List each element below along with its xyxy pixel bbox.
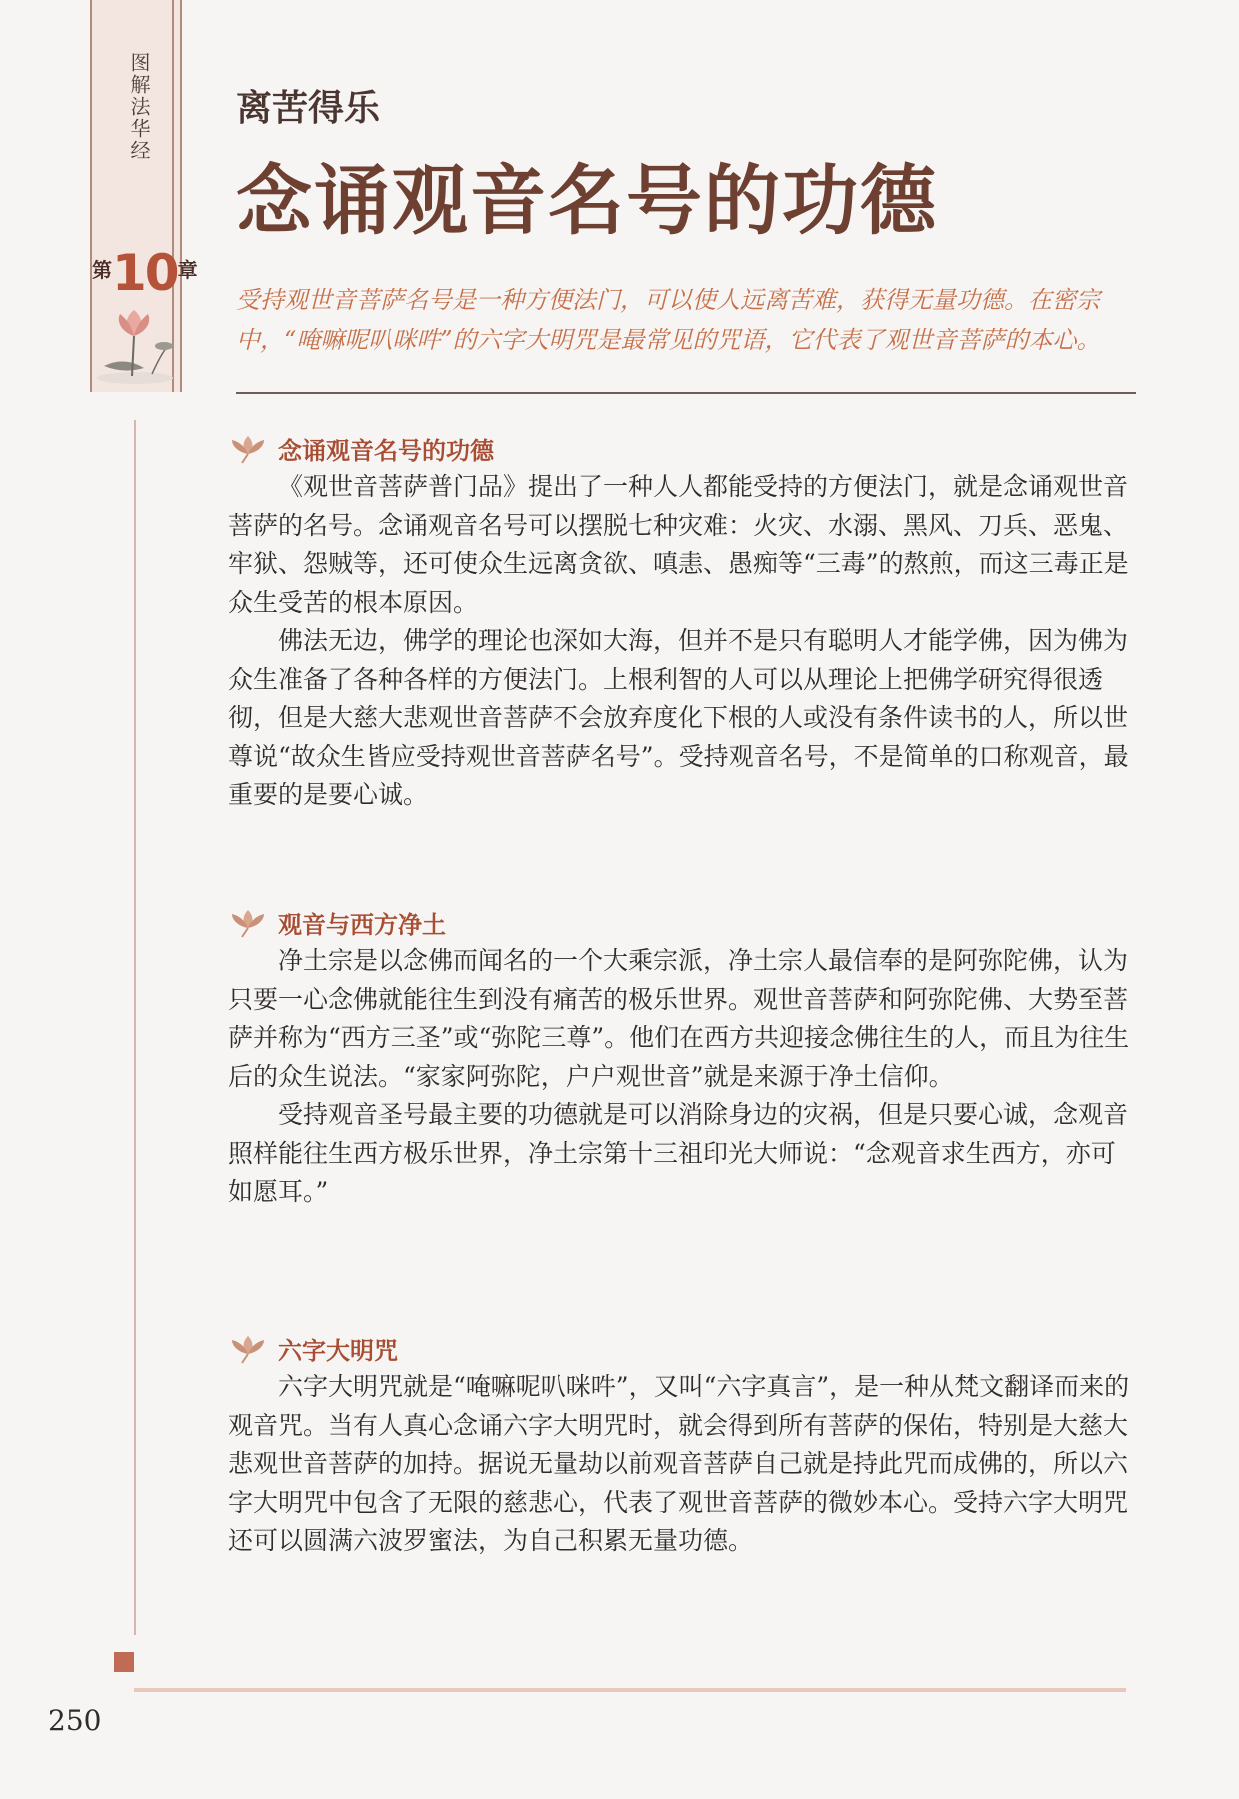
section-six-syllable-mantra	[228, 1328, 1138, 1561]
chapter-mark	[92, 244, 198, 302]
section-kicker: 离苦得乐	[236, 88, 381, 129]
page-number: 250	[48, 1704, 102, 1737]
paragraph: 受持观音圣号最主要的功德就是可以消除身边的灾祸，但是只要心诚，念观音照样能往生西方极乐世界，净土宗第十三祖印光大师说：“念观音求生西方，亦可如愿耳。”	[228, 1100, 1129, 1206]
footer-rule	[134, 1688, 1126, 1692]
page-title: 念诵观音名号的功德	[236, 156, 938, 245]
section-heading	[228, 1328, 1138, 1368]
section-merit	[228, 428, 1138, 815]
margin-line	[134, 420, 136, 1635]
paragraph: 净土宗是以念佛而闻名的一个大乘宗派，净土宗人最信奉的是阿弥陀佛，认为只要一心念佛就能往生到没有痛苦的极乐世界。观世音菩萨和阿弥陀佛、大势至菩萨并称为“西方三圣”或“弥陀三尊”。他们在西方共迎接念佛往生的人，而且为往生后的众生说法。“家家阿弥陀，户户观世音”就是来源于净土信仰。	[228, 946, 1130, 1091]
section-heading	[228, 428, 1138, 468]
lotus-icon	[228, 432, 268, 464]
intro-paragraph: 受持观世音菩萨名号是一种方便法门，可以使人远离苦难，获得无量功德。在密宗中，“唵嘛呢叭咪吽”的六字大明咒是最常见的咒语，它代表了观世音菩萨的本心。	[236, 286, 1101, 354]
section-heading	[228, 902, 1138, 942]
lotus-icon	[228, 906, 268, 938]
section-heading-text: 六字大明咒	[278, 1336, 398, 1365]
footer-marker	[114, 1652, 134, 1672]
header-divider	[236, 392, 1136, 394]
paragraph: 六字大明咒就是“唵嘛呢叭咪吽”，又叫“六字真言”，是一种从梵文翻译而来的观音咒。当有人真心念诵六字大明咒时，就会得到所有菩萨的保佑，特别是大慈大悲观世音菩萨的加持。据说无量劫以前观音菩萨自己就是持此咒而成佛的，所以六字大明咒中包含了无限的慈悲心，代表了观世音菩萨的微妙本心。受持六字大明咒还可以圆满六波罗蜜法，为自己积累无量功德。	[228, 1372, 1130, 1555]
section-heading-text: 观音与西方净土	[278, 910, 446, 939]
section-heading-text: 念诵观音名号的功德	[278, 436, 494, 465]
section-pure-land	[228, 902, 1138, 1212]
lotus-icon	[228, 1332, 268, 1364]
chapter-suffix: 章	[177, 258, 198, 282]
chapter-prefix: 第	[92, 258, 112, 282]
paragraph: 《观世音菩萨普门品》提出了一种人人都能受持的方便法门，就是念诵观世音菩萨的名号。念诵观音名号可以摆脱七种灾难：火灾、水溺、黑风、刀兵、恶鬼、牢狱、怨贼等，还可使众生远离贪欲、嗔恚、愚痴等“三毒”的熬煎，而这三毒正是众生受苦的根本原因。	[228, 472, 1129, 617]
lotus-pond-icon	[94, 296, 176, 388]
paragraph: 佛法无边，佛学的理论也深如大海，但并不是只有聪明人才能学佛，因为佛为众生准备了各种各样的方便法门。上根利智的人可以从理论上把佛学研究得很透彻，但是大慈大悲观世音菩萨不会放弃度化下根的人或没有条件读书的人，所以世尊说“故众生皆应受持观世音菩萨名号”。受持观音名号，不是简单的口称观音，最重要的是要心诚。	[228, 626, 1129, 809]
chapter-number: 10	[112, 244, 178, 302]
book-title: 图解法华经	[127, 52, 151, 162]
